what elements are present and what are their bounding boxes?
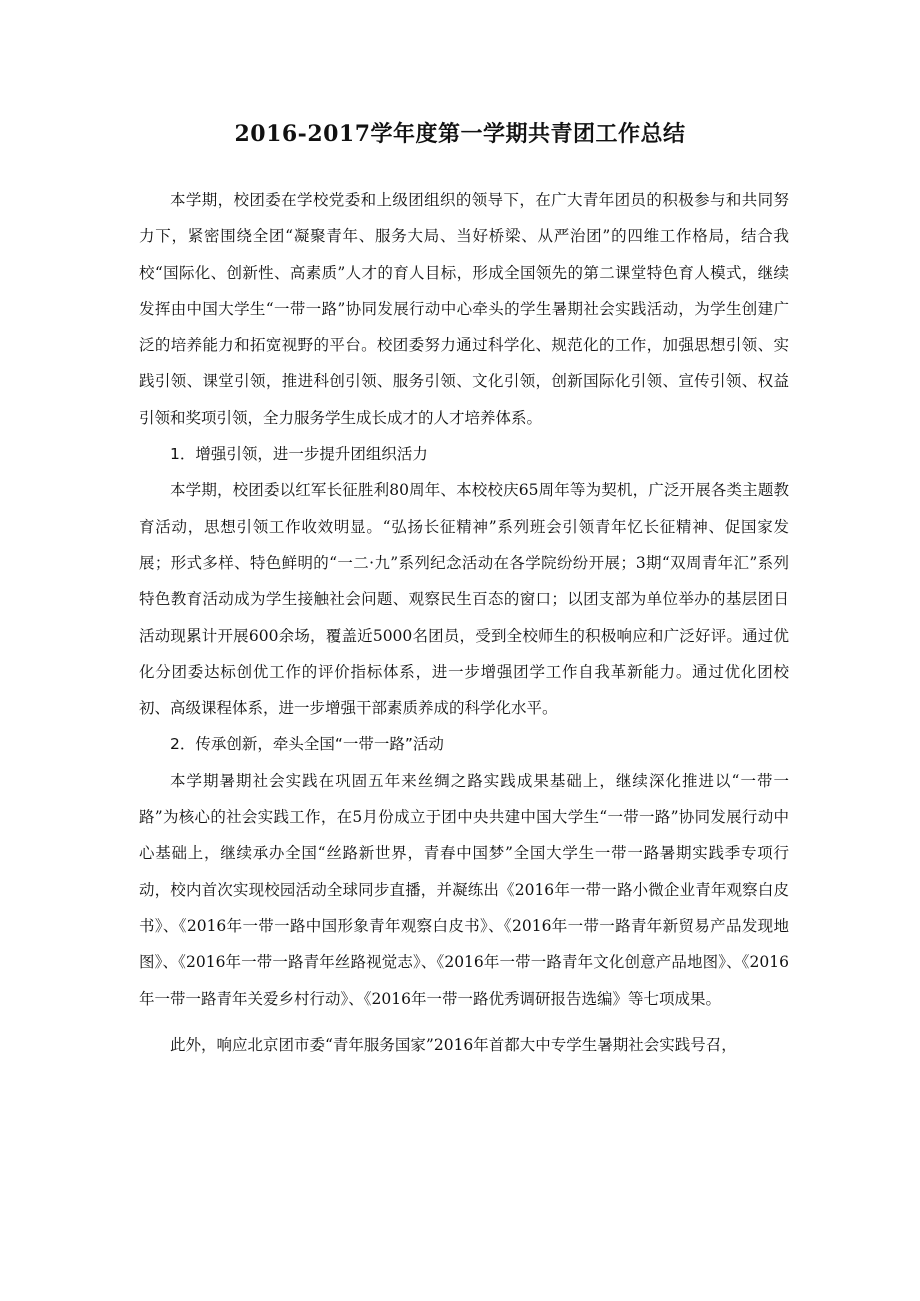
intro-paragraph: 本学期，校团委在学校党委和上级团组织的领导下，在广大青年团员的积极参与和共同努力下，紧密围绕全团“凝聚青年、服务大局、当好桥梁、从严治团”的四维工作格局，结合我校“国际化、创新性、高素质”人才的育人目标，形成全国领先的第二课堂特色育人模式，继续发挥由中国大学生“一带一路”协同发展行动中心牵头的学生暑期社会实践活动，为学生创建广泛的培养能力和拓宽视野的平台。校团委努力通过科学化、规范化的工作，加强思想引领、实践引领、课堂引领，推进科创引领、服务引领、文化引领，创新国际化引领、宣传引领、权益引领和奖项引领，全力服务学生成长成才的人才培养体系。 — [139, 191, 789, 427]
section-heading-1: 1．增强引领，进一步提升团组织活力 — [170, 445, 428, 464]
document-title: 2016-2017学年度第一学期共青团工作总结 — [234, 121, 686, 147]
closing-paragraph: 此外，响应北京团市委“青年服务国家”2016年首都大中专学生暑期社会实践号召， — [170, 1035, 737, 1054]
section-1-paragraph: 本学期，校团委以红军长征胜利80周年、本校校庆65周年等为契机，广泛开展各类主题教育活动，思想引领工作收效明显。“弘扬长征精神”系列班会引领青年忆长征精神、促国家发展；形式多样、特色鲜明的“一二·九”系列纪念活动在各学院纷纷开展；3期“双周青年汇”系列特色教育活动成为学生接触社会问题、观察民生百态的窗口；以团支部为单位举办的基层团日活动现累计开展600余场，覆盖近5000名团员，受到全校师生的积极响应和广泛好评。通过优化分团委达标创优工作的评价指标体系，进一步增强团学工作自我革新能力。通过优化团校初、高级课程体系，进一步增强干部素质养成的科学化水平。 — [139, 481, 789, 718]
document-body — [139, 182, 789, 1063]
section-heading-2: 2．传承创新，牵头全国“一带一路”活动 — [170, 735, 444, 754]
section-2-paragraph: 本学期暑期社会实践在巩固五年来丝绸之路实践成果基础上，继续深化推进以“一带一路”为核心的社会实践工作，在5月份成立于团中央共建中国大学生“一带一路”协同发展行动中心基础上，继续承办全国“丝路新世界，青春中国梦”全国大学生一带一路暑期实践季专项行动，校内首次实现校园活动全球同步直播，并凝练出《2016年一带一路小微企业青年观察白皮书》、《2016年一带一路中国形象青年观察白皮书》、《2016年一带一路青年新贸易产品发现地图》、《2016年一带一路青年丝路视觉志》、《2016年一带一路青年文化创意产品地图》、《2016年一带一路青年关爱乡村行动》、《2016年一带一路优秀调研报告选编》等七项成果。 — [139, 771, 789, 1008]
